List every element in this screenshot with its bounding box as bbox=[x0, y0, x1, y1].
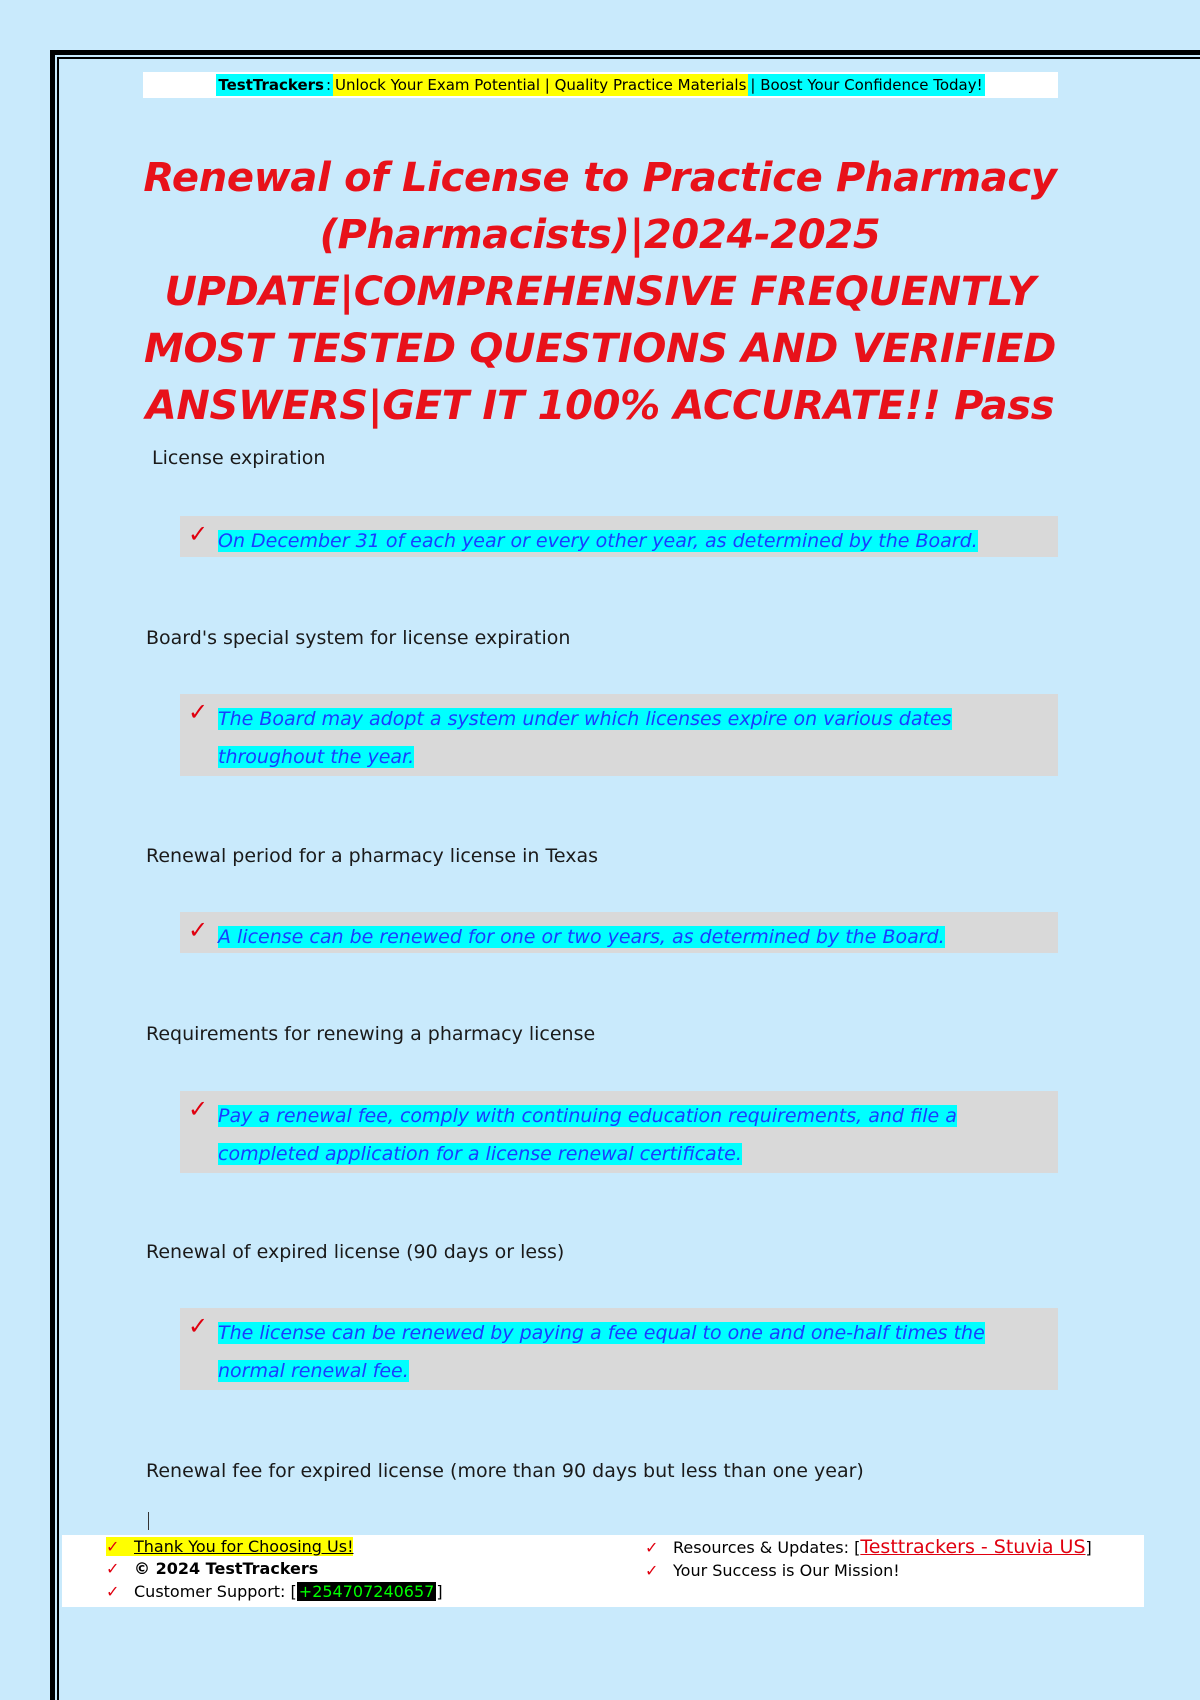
text-cursor bbox=[148, 1512, 149, 1530]
resources-link[interactable]: Testtrackers - Stuvia US bbox=[860, 1536, 1086, 1558]
check-icon: ✓ bbox=[187, 1095, 209, 1123]
page-title bbox=[130, 150, 1070, 435]
answer-box-3 bbox=[180, 912, 1058, 953]
footer-mission: Your Success is Our Mission! bbox=[673, 1561, 900, 1580]
title-line-3: UPDATE|COMPREHENSIVE FREQUENTLY bbox=[164, 269, 1036, 315]
footer-resources-label: Resources & Updates: [ bbox=[673, 1537, 861, 1557]
question-3: Renewal period for a pharmacy license in Texas bbox=[146, 845, 599, 867]
footer-support-close: ] bbox=[436, 1582, 443, 1601]
header-brand: TestTrackers bbox=[218, 76, 324, 94]
header-tagline-1: Unlock Your Exam Potential | Quality Practice Materials bbox=[335, 76, 747, 94]
title-line-1: Renewal of License to Practice Pharmacy bbox=[143, 155, 1057, 201]
check-icon: ✓ bbox=[106, 1582, 120, 1601]
answer-box-1 bbox=[180, 516, 1058, 557]
footer-resources-row bbox=[645, 1536, 1092, 1558]
footer-copyright: © 2024 TestTrackers bbox=[134, 1559, 319, 1578]
footer-thanks-row bbox=[106, 1537, 353, 1556]
footer-resources-close: ] bbox=[1085, 1537, 1092, 1557]
answer-box-2 bbox=[180, 694, 1058, 776]
check-icon: ✓ bbox=[645, 1537, 659, 1557]
check-icon: ✓ bbox=[187, 1312, 209, 1340]
answer-box-5 bbox=[180, 1308, 1058, 1390]
footer-support-row bbox=[106, 1582, 443, 1601]
answer-2: The Board may adopt a system under which licenses expire on various dates throughout the year. bbox=[218, 708, 952, 768]
question-5: Renewal of expired license (90 days or less) bbox=[146, 1241, 565, 1263]
title-line-5: ANSWERS|GET IT 100% ACCURATE!! Pass bbox=[145, 383, 1055, 429]
answer-5: The license can be renewed by paying a fee equal to one and one-half times the normal renewal fee. bbox=[218, 1322, 985, 1382]
answer-1: On December 31 of each year or every other year, as determined by the Board. bbox=[218, 530, 978, 552]
question-2: Board's special system for license expiration bbox=[146, 627, 571, 649]
header-banner bbox=[143, 72, 1058, 98]
title-line-2: (Pharmacists)|2024-2025 bbox=[319, 212, 881, 258]
check-icon: ✓ bbox=[106, 1559, 120, 1578]
check-icon: ✓ bbox=[187, 698, 209, 726]
footer-mission-row bbox=[645, 1561, 900, 1580]
support-phone[interactable]: +254707240657 bbox=[298, 1582, 435, 1601]
footer bbox=[62, 1535, 1144, 1607]
question-6: Renewal fee for expired license (more than 90 days but less than one year) bbox=[146, 1460, 864, 1482]
footer-copyright-row bbox=[106, 1559, 318, 1578]
check-icon: ✓ bbox=[187, 916, 209, 944]
header-tagline-2: | Boost Your Confidence Today! bbox=[750, 76, 983, 94]
question-1: License expiration bbox=[152, 447, 326, 469]
check-icon: ✓ bbox=[106, 1537, 134, 1556]
question-4: Requirements for renewing a pharmacy license bbox=[146, 1023, 596, 1045]
check-icon: ✓ bbox=[645, 1561, 659, 1580]
footer-support-label: Customer Support: [ bbox=[134, 1582, 297, 1601]
footer-thanks: Thank You for Choosing Us! bbox=[134, 1537, 354, 1556]
title-line-4: MOST TESTED QUESTIONS AND VERIFIED bbox=[143, 326, 1057, 372]
answer-4: Pay a renewal fee, comply with continuing education requirements, and file a completed application for a license renewal certificate. bbox=[218, 1105, 957, 1165]
answer-3: A license can be renewed for one or two years, as determined by the Board. bbox=[218, 926, 945, 948]
header-separator: : bbox=[325, 76, 332, 94]
check-icon: ✓ bbox=[187, 520, 209, 548]
answer-box-4 bbox=[180, 1091, 1058, 1173]
